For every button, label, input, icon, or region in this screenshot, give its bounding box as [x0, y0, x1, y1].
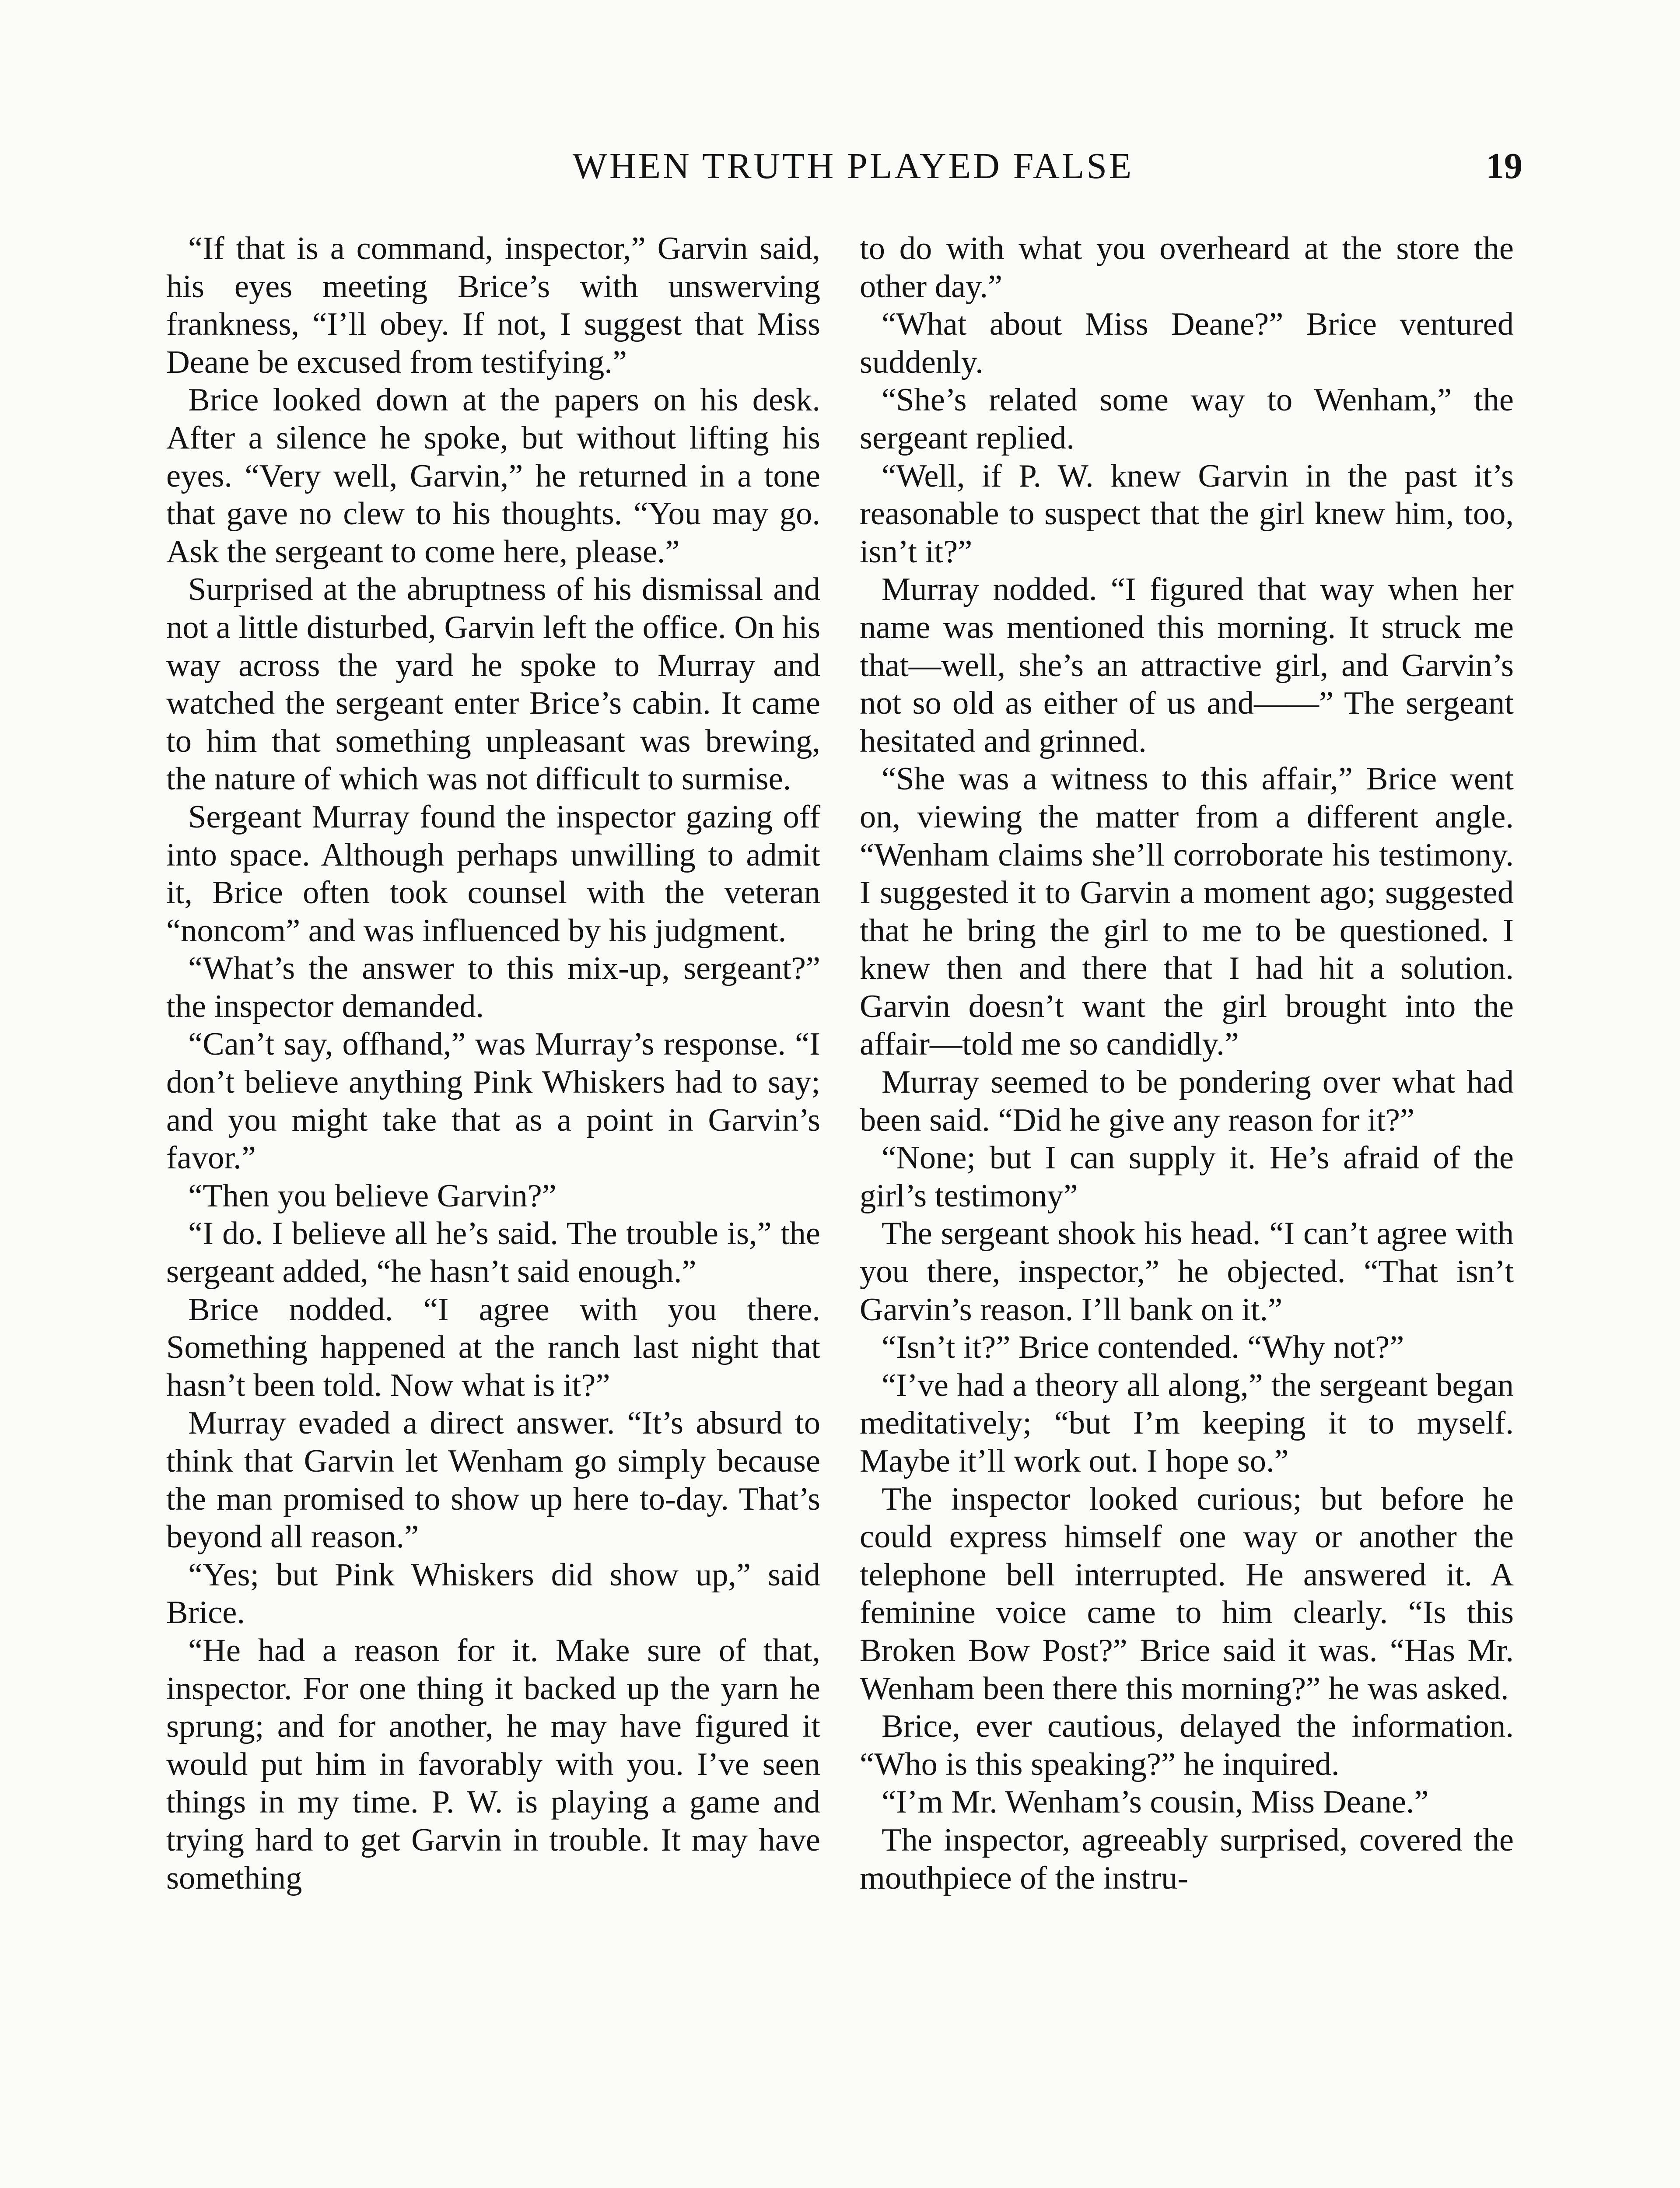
paragraph: “She’s related some way to Wenham,” the sergeant replied.	[860, 382, 1514, 456]
running-header: WHEN TRUTH PLAYED FALSE	[572, 146, 1134, 186]
paragraph: “I’ve had a theory all along,” the sergeant began meditatively; “but I’m keeping it to myself. Maybe it’ll work out. I hope so.”	[860, 1367, 1514, 1479]
left-column	[166, 230, 820, 1897]
paragraph: “She was a witness to this affair,” Brice went on, viewing the matter from a different angle. “Wenham claims she’ll corroborate his testimony. I suggested it to Garvin a moment ago; suggested that he bring the girl to me to be questioned. I knew then and there that I had hit a solution. Garvin doesn’t want the girl brought into the affair—told me so candidly.”	[860, 761, 1514, 1062]
paragraph: Murray evaded a direct answer. “It’s absurd to think that Garvin let Wenham go simply because the man promised to show up here to-day. That’s beyond all reason.”	[166, 1405, 820, 1555]
paragraph: “Can’t say, offhand,” was Murray’s response. “I don’t believe anything Pink Whiskers had to say; and you might take that as a point in Garvin’s favor.”	[166, 1026, 820, 1176]
paragraph: “None; but I can supply it. He’s afraid of the girl’s testimony”	[860, 1140, 1514, 1214]
paragraph: Brice, ever cautious, delayed the information. “Who is this speaking?” he inquired.	[860, 1708, 1514, 1782]
paragraph: The inspector looked curious; but before he could express himself one way or another the telephone bell interrupted. He answered it. A feminine voice came to him clearly. “Is this Broken Bow Post?” Brice said it was. “Has Mr. Wenham been there this morning?” he was asked.	[860, 1481, 1514, 1707]
paragraph: “If that is a command, inspector,” Garvin said, his eyes meeting Brice’s with unswerving frankness, “I’ll obey. If not, I suggest that Miss Deane be excused from testifying.”	[166, 231, 820, 380]
paragraph: “I do. I believe all he’s said. The trouble is,” the sergeant added, “he hasn’t said enough.”	[166, 1216, 820, 1290]
paragraph: Murray seemed to be pondering over what had been said. “Did he give any reason for it?”	[860, 1064, 1514, 1138]
paragraph: The sergeant shook his head. “I can’t agree with you there, inspector,” he objected. “That isn’t Garvin’s reason. I’ll bank on it.”	[860, 1216, 1514, 1328]
paragraph: “He had a reason for it. Make sure of that, inspector. For one thing it backed up the yarn he sprung; and for another, he may have figured it would put him in favorably with you. I’ve seen things in my time. P. W. is playing a game and trying hard to get Garvin in trouble. It may have something	[166, 1632, 820, 1896]
paragraph: Surprised at the abruptness of his dismissal and not a little disturbed, Garvin left the office. On his way across the yard he spoke to Murray and watched the sergeant enter Brice’s cabin. It came to him that something unpleasant was brewing, the nature of which was not difficult to surmise.	[166, 572, 820, 797]
paragraph: Brice nodded. “I agree with you there. Something happened at the ranch last night that hasn’t been told. Now what is it?”	[166, 1291, 820, 1403]
paragraph: “Yes; but Pink Whiskers did show up,” said Brice.	[166, 1557, 820, 1631]
paragraph: “Isn’t it?” Brice contended. “Why not?”	[882, 1329, 1404, 1366]
paragraph: “Then you believe Garvin?”	[188, 1178, 556, 1214]
paragraph-continuation: to do with what you overheard at the store the other day.”	[860, 231, 1514, 305]
paragraph: “What’s the answer to this mix-up, sergeant?” the inspector demanded.	[166, 950, 820, 1024]
paragraph: Sergeant Murray found the inspector gazing off into space. Although perhaps unwilling to admit it, Brice often took counsel with the veteran “noncom” and was influenced by his judgment.	[166, 799, 820, 949]
paragraph: The inspector, agreeably surprised, covered the mouthpiece of the instru-	[860, 1822, 1514, 1896]
paragraph: Brice looked down at the papers on his desk. After a silence he spoke, but without lifting his eyes. “Very well, Garvin,” he returned in a tone that gave no clew to his thoughts. “You may go. Ask the sergeant to come here, please.”	[166, 382, 820, 570]
paragraph: “Well, if P. W. knew Garvin in the past it’s reasonable to suspect that the girl knew him, too, isn’t it?”	[860, 458, 1514, 570]
paragraph: Murray nodded. “I figured that way when her name was mentioned this morning. It struck me that—well, she’s an attractive girl, and Garvin’s not so old as either of us and——” The sergeant hesitated and grinned.	[860, 572, 1514, 759]
right-column	[860, 230, 1514, 1897]
paragraph: “What about Miss Deane?” Brice ventured suddenly.	[860, 306, 1514, 380]
page-number: 19	[1486, 146, 1522, 186]
paragraph: “I’m Mr. Wenham’s cousin, Miss Deane.”	[882, 1784, 1429, 1820]
